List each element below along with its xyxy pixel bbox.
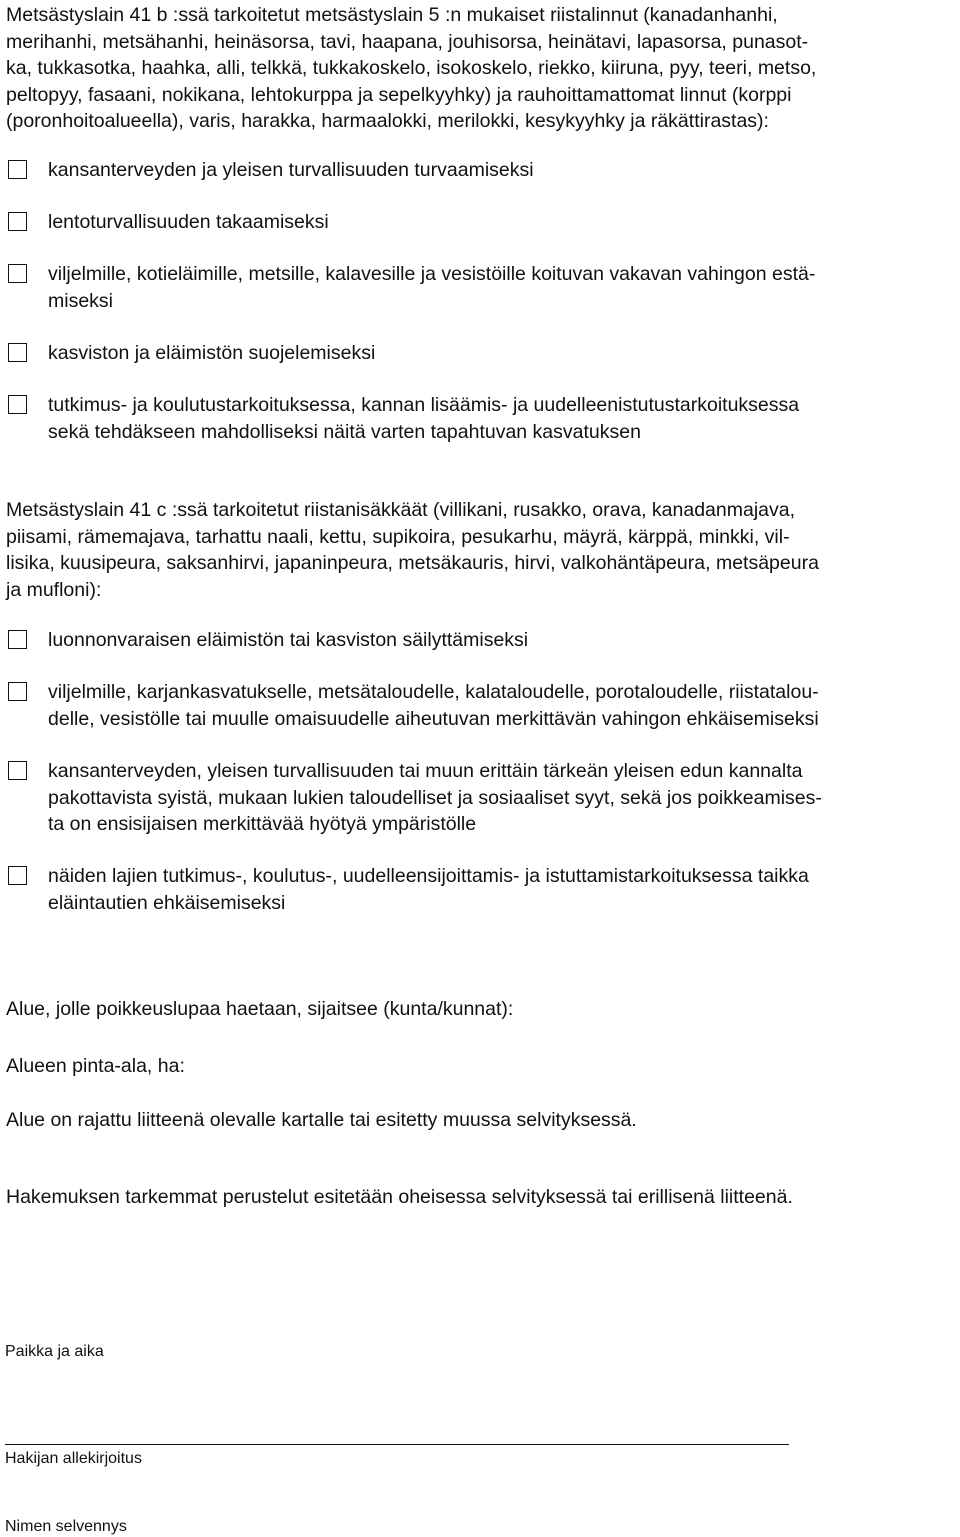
signature-line [5, 1444, 789, 1445]
area-size-label: Alueen pinta-ala, ha: [6, 1055, 185, 1077]
checkbox-b-1[interactable] [8, 160, 27, 179]
reasons-text: Hakemuksen tarkemmat perustelut esitetään oheisessa selvityksessä tai erillisenä liitteenä. [6, 1186, 793, 1208]
applicant-signature-label: Hakijan allekirjoitus [5, 1450, 142, 1467]
area-map-text: Alue on rajattu liitteenä olevalle kartalle tai esitetty muussa selvityksessä. [6, 1109, 637, 1131]
section-b-intro: Metsästyslain 41 b :ssä tarkoitetut metsästyslain 5 :n mukaiset riistalinnut (kanadanhanhi, merihanhi, metsähanhi, heinäsorsa, tavi, haapana, jouhisorsa, heinätavi, lapasorsa, punasot- ka, tukkasotka, haahka, alli, telkkä, tukkakoskelo, isokoskelo, riekko, kiiruna, pyy, teeri, metso, peltopyy, fasaani, nokikana, lehtokurppa ja sepelkyyhky) ja rauhoittamattomat linnut (korppi (poronhoitoalueella), varis, harakka, harmaalokki, merilokki, kesykyyhky ja räkättirastas): [6, 4, 817, 132]
checkbox-c-4[interactable] [8, 866, 27, 885]
option-label: kansanterveyden ja yleisen turvallisuuden turvaamiseksi [48, 159, 534, 181]
option-label: lentoturvallisuuden takaamiseksi [48, 211, 329, 233]
name-clarification-label: Nimen selvennys [5, 1518, 127, 1535]
option-label: viljelmille, karjankasvatukselle, metsätaloudelle, kalataloudelle, porotaloudelle, riistatalou- delle, vesistölle tai muulle omaisuudelle aiheutuvan merkittävän vahingon ehkäisemiseksi [48, 681, 819, 730]
option-label: viljelmille, kotieläimille, metsille, kalavesille ja vesistöille koituvan vakavan vahingon estä- miseksi [48, 263, 816, 312]
checkbox-c-3[interactable] [8, 761, 27, 780]
checkbox-b-3[interactable] [8, 264, 27, 283]
place-and-time-label: Paikka ja aika [5, 1343, 104, 1360]
checkbox-b-5[interactable] [8, 395, 27, 414]
checkbox-b-2[interactable] [8, 212, 27, 231]
option-label: tutkimus- ja koulutustarkoituksessa, kannan lisäämis- ja uudelleenistutustarkoituksessa sekä tehdäkseen mahdolliseksi näitä varten tapahtuvan kasvatuksen [48, 394, 800, 443]
checkbox-b-4[interactable] [8, 343, 27, 362]
section-c-intro: Metsästyslain 41 c :ssä tarkoitetut riistanisäkkäät (villikani, rusakko, orava, kanadanmajava, piisami, rämemajava, tarhattu naali, kettu, supikoira, pesukarhu, mäyrä, kärppä, minkki, vil- lisika, kuusipeura, saksanhirvi, japaninpeura, metsäkauris, hirvi, valkohäntäpeura, metsäpeura ja mufloni): [6, 499, 819, 601]
area-location-label: Alue, jolle poikkeuslupaa haetaan, sijaitsee (kunta/kunnat): [6, 998, 514, 1020]
checkbox-c-2[interactable] [8, 682, 27, 701]
option-label: luonnonvaraisen eläimistön tai kasviston säilyttämiseksi [48, 629, 529, 651]
option-label: kasviston ja eläimistön suojelemiseksi [48, 342, 376, 364]
option-label: näiden lajien tutkimus-, koulutus-, uudelleensijoittamis- ja istuttamistarkoituksessa taikka eläintautien ehkäisemiseksi [48, 865, 809, 914]
option-label: kansanterveyden, yleisen turvallisuuden tai muun erittäin tärkeän yleisen edun kannalta pakottavista syistä, mukaan lukien taloudelliset ja sosiaaliset syyt, sekä jos poikkeamises- ta on ensisijaisen merkittävää hyötyä ympäristölle [48, 760, 822, 835]
checkbox-c-1[interactable] [8, 630, 27, 649]
